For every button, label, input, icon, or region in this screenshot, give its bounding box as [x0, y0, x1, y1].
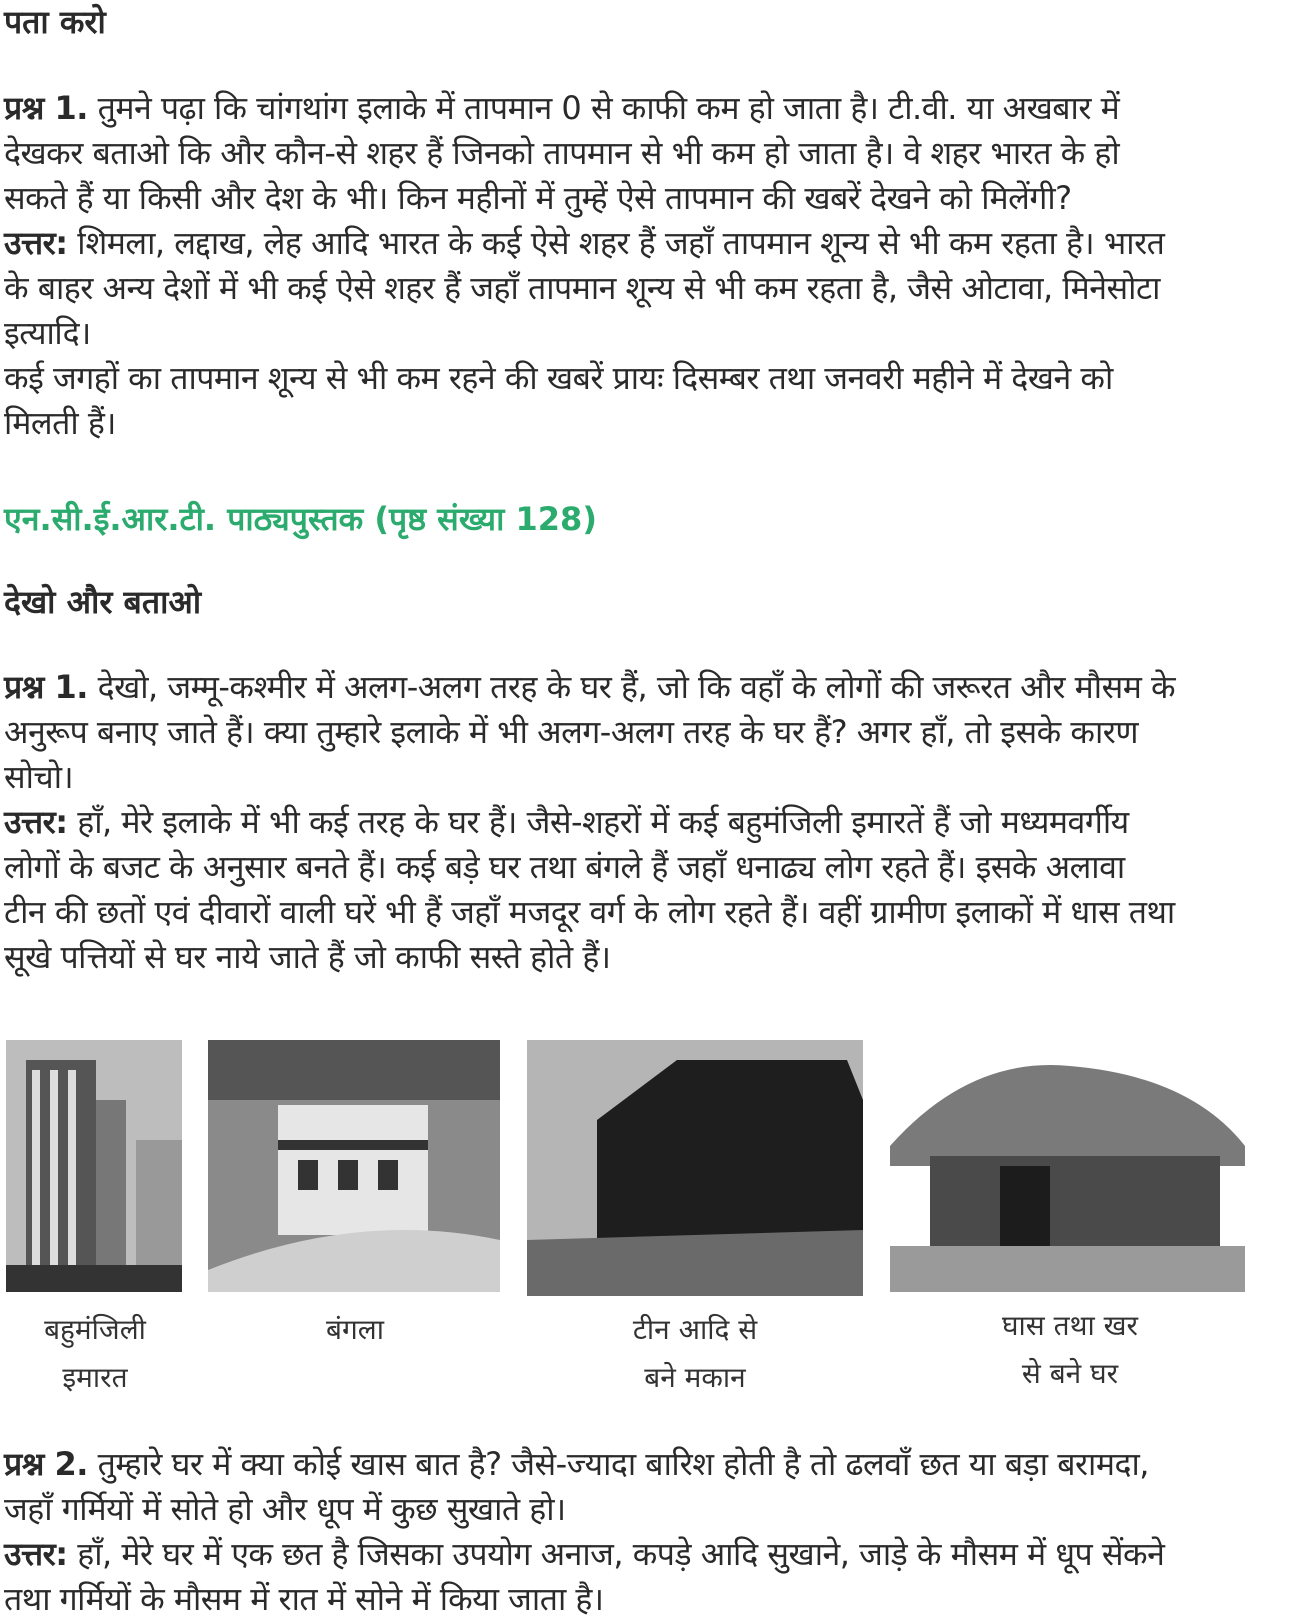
answer-text: टीन की छतों एवं दीवारों वाली घरें भी हैं जहाँ मजदूर वर्ग के लोग रहते हैं। वहीं ग्रामीण इलाकों में धास तथा [4, 893, 1175, 931]
question-1-block [4, 86, 1289, 446]
high-rise-building-photo [6, 1040, 182, 1292]
thatched-hut-photo [890, 1036, 1245, 1292]
caption-line: बहुमंजिली [44, 1313, 146, 1346]
textbook-heading [4, 497, 1289, 542]
question-answer-block-3 [4, 1442, 1289, 1622]
answer-text: सूखे पत्तियों से घर नाये जाते हैं जो काफी सस्ते होते हैं। [4, 938, 611, 976]
question-text: देखो, जम्मू-कश्मीर में अलग-अलग तरह के घर हैं, जो कि वहाँ के लोगों की जरूरत और मौसम के [97, 668, 1176, 706]
answer-label: उत्तर: [4, 1535, 68, 1573]
question-text: तुम्हारे घर में क्या कोई खास बात है? जैसे-ज्यादा बारिश होती है तो ढलवाँ छत या बड़ा बरामदा, [97, 1445, 1149, 1483]
question-text: जहाँ गर्मियों में सोते हो और धूप में कुछ सुखाते हो। [4, 1490, 566, 1528]
question-text: तुमने पढ़ा कि चांगथांग इलाके में तापमान 0 से काफी कम हो जाता है। टी.वी. या अखबार में [97, 89, 1120, 127]
answer-text: शिमला, लद्दाख, लेह आदि भारत के कई ऐसे शहर हैं जहाँ तापमान शून्य से भी कम रहता है। भारत [77, 224, 1165, 262]
answer-label: उत्तर: [4, 803, 68, 841]
caption-bungalow [290, 1306, 420, 1354]
question-answer-block-2 [4, 665, 1289, 980]
answer-text: कई जगहों का तापमान शून्य से भी कम रहने की खबरें प्रायः दिसम्बर तथा जनवरी महीने में देखने को [4, 359, 1113, 397]
caption-line: टीन आदि से [632, 1313, 758, 1346]
answer-text: के बाहर अन्य देशों में भी कई ऐसे शहर हैं जहाँ तापमान शून्य से भी कम रहता है, जैसे ओटावा, मिनेसोटा [4, 269, 1160, 307]
question-label: प्रश्न 1. [4, 668, 88, 706]
answer-text: तथा गर्मियों के मौसम में रात में सोने में किया जाता है। [4, 1580, 604, 1618]
answer-text: हाँ, मेरे घर में एक छत है जिसका उपयोग अनाज, कपड़े आदि सुखाने, जाड़े के मौसम में धूप सेंकने [77, 1535, 1165, 1573]
section-heading: पता करो [4, 3, 106, 41]
answer-text: हाँ, मेरे इलाके में भी कई तरह के घर हैं। जैसे-शहरों में कई बहुमंजिली इमारतें हैं जो मध्यमवर्गीय [77, 803, 1129, 841]
caption-line: बंगला [326, 1313, 384, 1346]
question-text: देखकर बताओ कि और कौन-से शहर हैं जिनको तापमान से भी कम हो जाता है। वे शहर भारत के हो [4, 134, 1120, 172]
caption-line: से बने घर [1021, 1357, 1119, 1390]
question-text: अनुरूप बनाए जाते हैं। क्या तुम्हारे इलाके में भी अलग-अलग तरह के घर हैं? अगर हाँ, तो इसके कारण [4, 713, 1138, 751]
question-text: सोचो। [4, 758, 74, 796]
answer-text: इत्यादि। [4, 314, 91, 352]
question-label: प्रश्न 1. [4, 89, 88, 127]
tin-house-photo [527, 1040, 863, 1296]
caption-high-rise [20, 1306, 170, 1402]
caption-tin-house [600, 1306, 790, 1402]
section-heading: देखो और बताओ [4, 583, 202, 621]
caption-line: घास तथा खर [1002, 1309, 1138, 1342]
bungalow-photo [208, 1040, 500, 1292]
heading-pata-karo [4, 0, 1289, 45]
question-label: प्रश्न 2. [4, 1445, 88, 1483]
answer-text: मिलती हैं। [4, 404, 116, 442]
caption-line: इमारत [62, 1361, 128, 1394]
answer-label: उत्तर: [4, 224, 68, 262]
heading-dekho-aur-batao [4, 580, 1289, 625]
answer-text: लोगों के बजट के अनुसार बनते हैं। कई बड़े घर तथा बंगले हैं जहाँ धनाढ्य लोग रहते हैं। इसके अलावा [4, 848, 1125, 886]
caption-line: बने मकान [644, 1361, 746, 1394]
caption-thatched-hut [960, 1302, 1180, 1398]
textbook-page-heading: एन.सी.ई.आर.टी. पाठ्यपुस्तक (पृष्ठ संख्या 128) [4, 500, 597, 538]
question-text: सकते हैं या किसी और देश के भी। किन महीनों में तुम्हें ऐसे तापमान की खबरें देखने को मिलेंगी? [4, 179, 1072, 217]
